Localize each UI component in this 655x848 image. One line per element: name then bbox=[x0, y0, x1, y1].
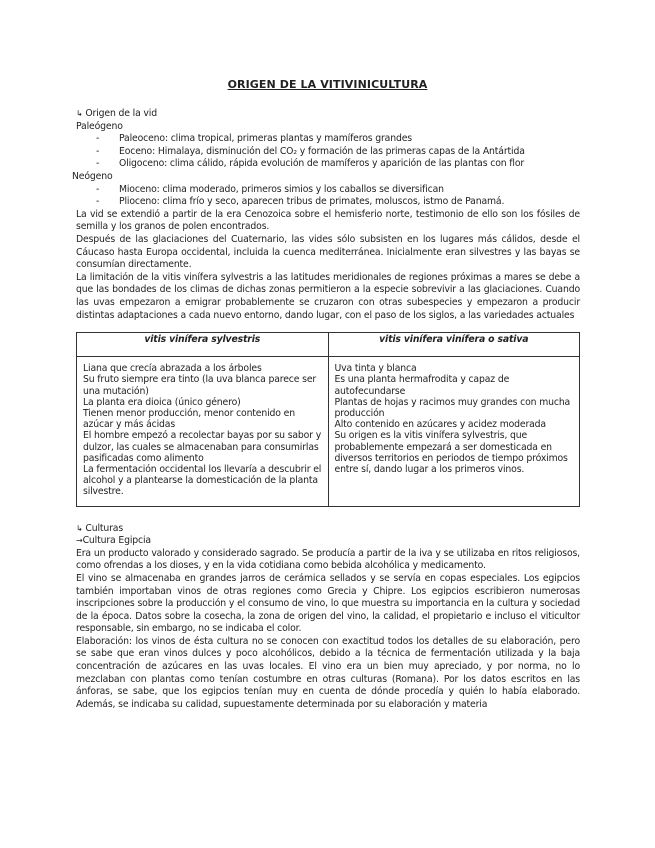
table-cell-line: La planta era dioica (único género) bbox=[83, 396, 241, 408]
corner-arrow-icon: ↳ bbox=[76, 523, 83, 533]
table-cell-line: Liana que crecía abrazada a los árboles bbox=[83, 363, 262, 375]
table-cell-sativa bbox=[328, 357, 580, 506]
paragraph: El vino se almacenaba en grandes jarros de cerámica sellados y se servía en copas especiales. Los egipcios también importaban vinos de otras regiones como Grecia y Chipre. Los egipcios escribieron numerosas inscripciones sobre la producción y el consumo de vino, lo que muestra su importancia en la cultura y sociedad de la época. Datos sobre la cosecha, la zona de origen del vino, la calidad, el propietario e incluso el viticultor responsable, sin embargo, no se indicaba el color. bbox=[76, 572, 580, 635]
table-header-sativa: vitis vinífera vinífera o sativa bbox=[328, 333, 580, 357]
comparison-table bbox=[76, 332, 580, 506]
list-item: - Plioceno: clima frío y seco, aparecen tribus de primates, moluscos, istmo de Panamá. bbox=[96, 196, 580, 209]
table-cell-line: Uva tinta y blanca bbox=[334, 363, 417, 375]
list-item: - Paleoceno: clima tropical, primeras plantas y mamíferos grandes bbox=[96, 133, 580, 146]
paleogeno-list bbox=[76, 133, 580, 171]
paragraph: Elaboración: los vinos de ésta cultura no se conocen con exactitud todos los detalles de su elaboración, pero se sabe que eran vinos dulces y poco alcohólicos, debido a la técnica de fermentación utilizada y la baja concentración de azúcares en las uvas locales. El vino era un bien muy apreciado, y por norma, no lo mezclaban con plantas como tenían costumbre en otras culturas (Romana). Por los datos escritos en las ánforas, se sabe, que los egipcios tenían muy en cuenta de dónde procedía y quién lo había elaborado. Además, se indicaba su calidad, supuestamente determinada por su elaboración y materia bbox=[76, 635, 580, 710]
paragraph: La vid se extendió a partir de la era Cenozoica sobre el hemisferio norte, testimonio de ello son los fósiles de semilla y los granos de polen encontrados. bbox=[76, 208, 580, 233]
table-cell-line: Su fruto siempre era tinto (la uva blanca parece ser una mutación) bbox=[83, 374, 317, 397]
table-cell-sylvestris bbox=[77, 357, 329, 506]
table-cell-line: Tienen menor producción, menor contenido en azúcar y más ácidas bbox=[83, 407, 295, 431]
neogeno-list bbox=[76, 184, 580, 209]
list-item: - Mioceno: clima moderado, primeros simios y los caballos se diversifican bbox=[96, 184, 580, 197]
table-cell-line: La fermentación occidental los llevaría a descubrir el alcohol y a plantearse la domesticación de la planta silvestre. bbox=[83, 463, 322, 498]
subheading-cultura-egipcia: →Cultura Egipcia bbox=[76, 535, 151, 547]
paragraph: La limitación de la vitis vinífera sylvestris a las latitudes meridionales de regiones próximas a mares se debe a que las bondades de los climas de dichas zonas permitieron a la especie sobrevivir a las glaciaciones. Cuando las uvas empezaron a emigrar probablemente se cruzaron con otras subespecies y empezaron a producir distintas adaptaciones a cada nuevo entorno, dando lugar, con el paso de los siglos, a las variedades actuales bbox=[76, 271, 580, 321]
table-cell-line: Alto contenido en azúcares y acidez moderada bbox=[334, 419, 546, 431]
era-label-paleogeno: Paleógeno bbox=[76, 120, 123, 132]
right-arrow-icon: → bbox=[76, 536, 83, 546]
table-cell-line: Su origen es la vitis vinífera sylvestris, que probablemente empezará a ser domesticada en diversos territorios en periodos de tiempo próximos entre sí, dando lugar a los primeros vinos. bbox=[334, 430, 568, 475]
table-header-row bbox=[77, 333, 580, 357]
corner-arrow-icon: ↳ bbox=[76, 109, 83, 118]
table-row bbox=[77, 357, 580, 506]
paragraph: Era un producto valorado y considerado sagrado. Se producía a partir de la iva y se utilizaba en ritos religiosos, como ofrendas a los dioses, y en la vida cotidiana como bebida alcohólica y medicamento. bbox=[76, 547, 580, 572]
era-label-neogeno: Neógeno bbox=[72, 170, 113, 182]
table-cell-line: Es una planta hermafrodita y capaz de autofecundarse bbox=[334, 374, 510, 397]
paragraph: Después de las glaciaciones del Cuaternario, las vides sólo subsisten en los lugares más cálidos, desde el Cáucaso hasta Europa occidental, incluida la cuenca mediterránea. Inicialmente eran silvestres y las bayas se consumían directamente. bbox=[76, 233, 580, 271]
table-header-sylvestris: vitis vinífera sylvestris bbox=[77, 333, 329, 357]
list-item: - Oligoceno: clima cálido, rápida evolución de mamíferos y aparición de las plantas con flor bbox=[96, 158, 580, 171]
document-body bbox=[72, 108, 580, 711]
section-heading-origen: ↳ Origen de la vid bbox=[76, 108, 157, 119]
section-heading-culturas: ↳ Culturas bbox=[76, 522, 124, 534]
table-cell-line: Plantas de hojas y racimos muy grandes con mucha producción bbox=[334, 396, 571, 419]
document-title: ORIGEN DE LA VITIVINICULTURA bbox=[227, 78, 428, 91]
list-item: - Eoceno: Himalaya, disminución del CO₂ y formación de las primeras capas de la Antártida bbox=[96, 146, 580, 159]
table-cell-line: El hombre empezó a recolectar bayas por su sabor y dulzor, las cuales se almacenaban para consumirlas pasificadas como alimento bbox=[83, 430, 322, 464]
